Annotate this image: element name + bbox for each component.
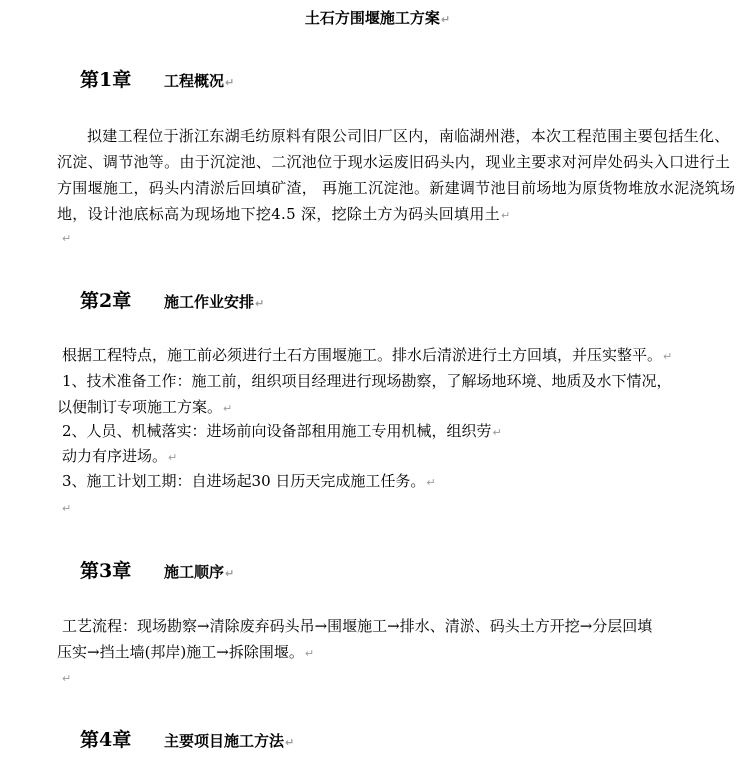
paragraph-mark: ↵ — [492, 426, 502, 439]
section-3-process-line-2: 压实→挡土墙(邦岸)施工→拆除围堰。↵ — [57, 643, 315, 661]
chapter-number: 第2章 — [80, 290, 132, 312]
paragraph-mark: ↵ — [225, 76, 235, 89]
document-title: 土石方围堰施工方案↵ — [304, 9, 451, 27]
paragraph-mark: ↵ — [225, 567, 235, 580]
chapter-title: 施工顺序 — [164, 563, 225, 581]
paragraph-mark: ↵ — [663, 350, 673, 363]
paragraph-mark: ↵ — [500, 209, 511, 222]
paragraph-mark: ↵ — [223, 402, 233, 415]
chapter-number: 第4章 — [80, 729, 132, 751]
section-2-item-3: 3、施工计划工期：自进场起30 日历天完成施工任务。↵ — [62, 472, 436, 490]
empty-paragraph-mark: ↵ — [62, 502, 72, 515]
section-2-item-1: 1、技术准备工作：施工前，组织项目经理进行现场勘察，了解场地环境、地质及水下情况， — [62, 372, 672, 390]
chapter-title: 工程概况 — [164, 72, 225, 90]
chapter-title: 施工作业安排 — [164, 293, 255, 311]
chapter-3-heading — [80, 556, 234, 583]
empty-paragraph-mark: ↵ — [62, 672, 72, 685]
empty-paragraph-mark: ↵ — [62, 232, 72, 245]
paragraph-mark: ↵ — [304, 647, 315, 660]
chapter-title: 主要项目施工方法 — [164, 732, 285, 750]
section-2-intro: 根据工程特点，施工前必须进行土石方围堰施工。排水后清淤进行土方回填，并压实整平。↵ — [62, 346, 673, 364]
chapter-number: 第1章 — [80, 69, 132, 91]
section-2-item-1-continued: 以便制订专项施工方案。↵ — [57, 398, 233, 416]
paragraph-mark: ↵ — [255, 297, 265, 310]
chapter-1-heading — [80, 65, 234, 92]
section-1-paragraph: 拟建工程位于浙江东湖毛纺原料有限公司旧厂区内，南临湖州港，本次工程范围主要包括生化、沉淀、调节池等。由于沉淀池、二沉池位于现水运废旧码头内，现业主要求对河岸处码头入口进行土方围堰施工，码头内清淤后回填矿渣， 再施工沉淀池。新建调节池目前场地为原货物堆放水泥浇筑场地，设计池底标高为现场地下挖4.5 深，挖除土方为码头回填用土↵ — [57, 127, 736, 223]
paragraph-mark: ↵ — [285, 736, 295, 749]
section-2-item-2-continued: 动力有序进场。↵ — [62, 447, 178, 465]
paragraph-mark: ↵ — [426, 476, 436, 489]
paragraph-mark: ↵ — [168, 451, 178, 464]
chapter-4-heading — [80, 725, 294, 752]
chapter-2-heading — [80, 286, 264, 313]
paragraph-mark: ↵ — [440, 13, 451, 26]
chapter-number: 第3章 — [80, 560, 132, 582]
section-3-process-line-1: 工艺流程：现场勘察→清除废弃码头吊→围堰施工→排水、清淤、码头土方开挖→分层回填 — [62, 617, 653, 635]
section-2-item-2: 2、人员、机械落实：进场前向设备部租用施工专用机械，组织劳↵ — [62, 422, 502, 440]
